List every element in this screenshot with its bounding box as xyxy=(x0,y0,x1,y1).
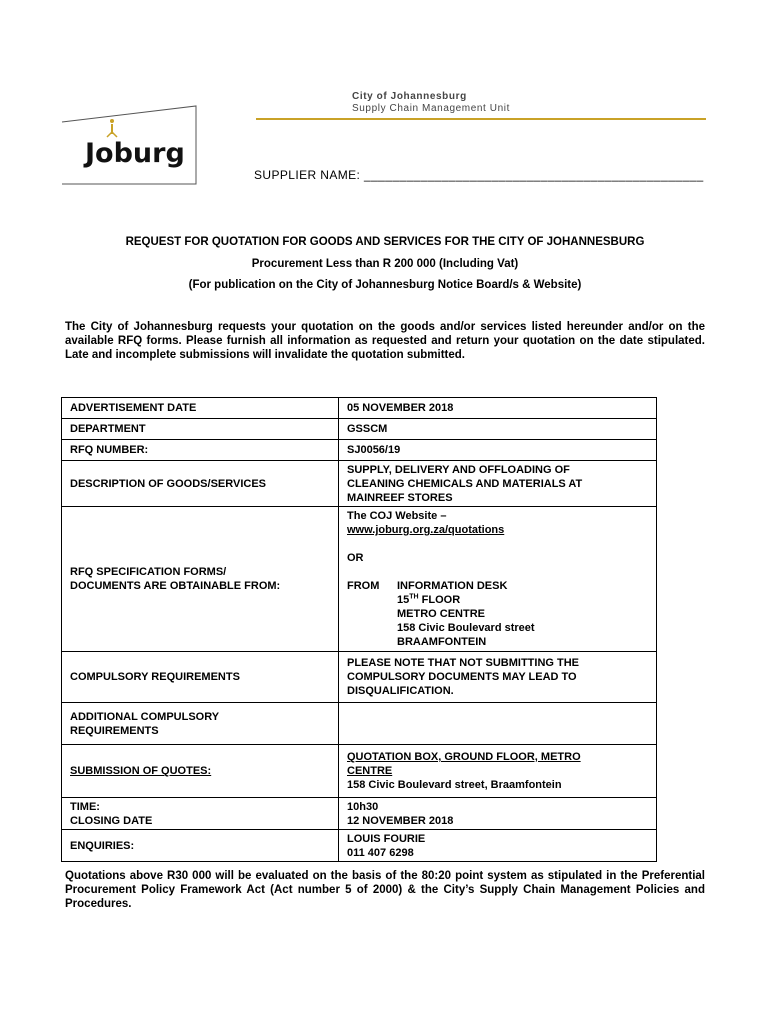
floor-number: 15 xyxy=(397,594,410,606)
table-row xyxy=(62,652,657,703)
advertisement-date-label: ADVERTISEMENT DATE xyxy=(62,398,339,419)
compulsory-line: PLEASE NOTE THAT NOT SUBMITTING THE xyxy=(347,657,580,669)
header-accent-line xyxy=(256,118,706,120)
floor-line xyxy=(347,593,656,607)
floor-suffix: TH xyxy=(409,593,419,601)
table-row xyxy=(62,398,657,419)
obtainable-label-line: RFQ SPECIFICATION FORMS/ xyxy=(70,566,227,578)
org-header xyxy=(352,91,510,115)
compulsory-label: COMPULSORY REQUIREMENTS xyxy=(62,652,339,703)
website-link[interactable]: www.joburg.org.za/quotations xyxy=(347,524,505,536)
closing-date: 12 NOVEMBER 2018 xyxy=(347,814,454,827)
compulsory-line: COMPULSORY DOCUMENTS MAY LEAD TO xyxy=(347,671,577,683)
submission-line: QUOTATION BOX, GROUND FLOOR, METRO xyxy=(347,751,581,763)
additional-label xyxy=(62,703,339,745)
floor-word: FLOOR xyxy=(421,594,461,606)
table-row xyxy=(62,507,657,652)
obtainable-label xyxy=(62,507,339,652)
logo-text: Joburg xyxy=(85,138,185,169)
additional-label-line: REQUIREMENTS xyxy=(70,724,159,737)
rfq-details-table xyxy=(61,397,657,862)
table-row xyxy=(62,830,657,862)
time-value xyxy=(339,798,657,830)
compulsory-line: DISQUALIFICATION. xyxy=(347,685,454,697)
table-row xyxy=(62,703,657,745)
intro-paragraph: The City of Johannesburg requests your quotation on the goods and/or services listed hereunder and/or on the available RFQ forms. Please furnish all information as requested and return your quotation on the date stipulated. Late and incomplete submissions will invalidate the quotation submitted. xyxy=(65,321,705,361)
enquiries-label: ENQUIRIES: xyxy=(62,830,339,862)
description-line: SUPPLY, DELIVERY AND OFFLOADING OF xyxy=(347,463,570,476)
org-unit: Supply Chain Management Unit xyxy=(352,103,510,114)
submission-line: CENTRE xyxy=(347,765,393,777)
advertisement-date-value: 05 NOVEMBER 2018 xyxy=(339,398,657,419)
closing-time: 10h30 xyxy=(347,800,379,813)
obtainable-value xyxy=(339,507,657,652)
contact-name: LOUIS FOURIE xyxy=(347,832,426,845)
compulsory-value xyxy=(339,652,657,703)
submission-label: SUBMISSION OF QUOTES: xyxy=(62,745,339,798)
table-row xyxy=(62,440,657,461)
supplier-name-line: SUPPLIER NAME: ________________________________________________ xyxy=(254,168,704,182)
joburg-logo-icon xyxy=(60,104,200,186)
enquiries-value xyxy=(339,830,657,862)
document-title: REQUEST FOR QUOTATION FOR GOODS AND SERVICES FOR THE CITY OF JOHANNESBURG xyxy=(125,236,645,248)
submission-value xyxy=(339,745,657,798)
table-row xyxy=(62,461,657,507)
time-label xyxy=(62,798,339,830)
rfq-number-value: SJ0056/19 xyxy=(339,440,657,461)
department-label: DEPARTMENT xyxy=(62,419,339,440)
submission-address: 158 Civic Boulevard street, Braamfontein xyxy=(347,779,562,791)
rfq-number-label: RFQ NUMBER: xyxy=(62,440,339,461)
info-desk-line xyxy=(347,579,656,593)
website-intro: The COJ Website – xyxy=(347,510,447,522)
description-label: DESCRIPTION OF GOODS/SERVICES xyxy=(62,461,339,507)
description-value xyxy=(339,461,657,507)
info-desk-text: INFORMATION DESK xyxy=(397,580,508,592)
contact-phone: 011 407 6298 xyxy=(347,846,414,859)
table-row xyxy=(62,798,657,830)
additional-value xyxy=(339,703,657,745)
table-row xyxy=(62,745,657,798)
obtainable-label-line: DOCUMENTS ARE OBTAINABLE FROM: xyxy=(70,580,281,592)
building-line: METRO CENTRE xyxy=(397,608,485,620)
additional-label-line: ADDITIONAL COMPULSORY xyxy=(70,710,220,723)
suburb-line: BRAAMFONTEIN xyxy=(397,636,487,648)
evaluation-note: Quotations above R30 000 will be evaluated on the basis of the 80:20 point system as stipulated in the Preferential Procurement Policy Framework Act (Act number 5 of 2000) & the City’s Supply Chain Management Policies and Procedures. xyxy=(65,870,705,910)
table-row xyxy=(62,419,657,440)
from-text: FROM xyxy=(347,580,380,592)
publication-note: (For publication on the City of Johannesburg Notice Board/s & Website) xyxy=(188,279,582,291)
procurement-limit: Procurement Less than R 200 000 (Including Vat) xyxy=(251,258,519,270)
closing-date-label: CLOSING DATE xyxy=(70,814,153,827)
description-line: MAINREEF STORES xyxy=(347,491,453,504)
street-line: 158 Civic Boulevard street xyxy=(397,622,535,634)
department-value: GSSCM xyxy=(339,419,657,440)
time-label-line: TIME: xyxy=(70,800,100,813)
description-line: CLEANING CHEMICALS AND MATERIALS AT xyxy=(347,477,583,490)
org-name: City of Johannesburg xyxy=(352,91,467,102)
or-text: OR xyxy=(347,552,364,564)
